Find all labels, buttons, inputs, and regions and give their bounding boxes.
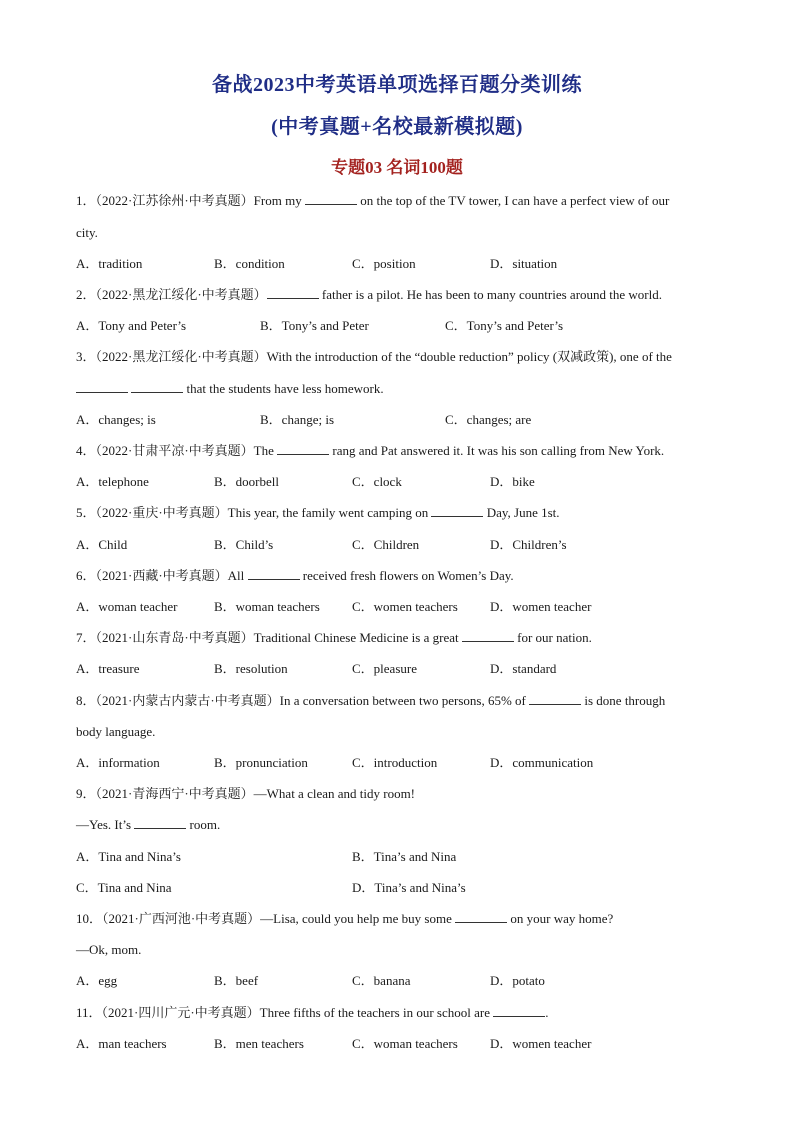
question-3-stem-cont: that the students have less homework.	[76, 381, 736, 397]
document-subtitle: (中考真题+名校最新模拟题)	[271, 116, 523, 138]
question-2-option-b: B．Tony’s and Peter	[260, 318, 369, 333]
question-11-option-c: C．woman teachers	[352, 1036, 458, 1051]
question-3-stem: 3．（2022·黑龙江绥化·中考真题）With the introduction of the “double reduction” policy (双减政策), one of the	[76, 349, 672, 364]
answer-blank	[248, 568, 300, 580]
answer-blank	[131, 381, 183, 393]
question-2-option-c: C．Tony’s and Peter’s	[445, 318, 564, 333]
answer-blank	[76, 381, 128, 393]
question-1-option-c: C．position	[352, 256, 416, 271]
question-4-option-d: D．bike	[490, 474, 535, 489]
question-1-stem-cont: city.	[76, 225, 98, 240]
document-title: 备战2023中考英语单项选择百题分类训练	[212, 74, 582, 96]
question-1-option-d: D．situation	[490, 256, 558, 271]
question-5-option-b: B．Child’s	[214, 537, 274, 552]
question-7-option-c: C．pleasure	[352, 661, 417, 676]
question-7-stem: 7．（2021·山东青岛·中考真题）Traditional Chinese Medicine is a great for our nation.	[76, 630, 592, 645]
question-4-option-a: A．telephone	[76, 474, 149, 489]
question-3-option-c: C．changes; are	[445, 412, 532, 427]
question-10-option-a: A．egg	[76, 973, 118, 988]
question-8-option-d: D．communication	[490, 755, 594, 770]
question-6-option-d: D．women teacher	[490, 599, 592, 614]
question-1-option-b: B．condition	[214, 256, 285, 271]
question-8-option-c: C．introduction	[352, 755, 438, 770]
question-9-option-d: D．Tina’s and Nina’s	[352, 880, 466, 895]
answer-blank	[431, 505, 483, 517]
question-9-option-b: B．Tina’s and Nina	[352, 849, 457, 864]
question-6-option-b: B．woman teachers	[214, 599, 320, 614]
answer-blank	[462, 630, 514, 642]
question-11-option-d: D．women teacher	[490, 1036, 592, 1051]
question-1-stem: 1．（2022·江苏徐州·中考真题）From my on the top of the TV tower, I can have a perfect view of our	[76, 193, 670, 208]
question-9-stem-cont: —Yes. It’s room.	[76, 817, 221, 832]
question-11-option-a: A．man teachers	[76, 1036, 167, 1051]
answer-blank	[493, 1005, 545, 1017]
question-9-stem: 9．（2021·青海西宁·中考真题）—What a clean and tidy room!	[76, 786, 416, 801]
question-8-stem-cont: body language.	[76, 724, 156, 739]
question-10-option-c: C．banana	[352, 973, 411, 988]
question-6-stem: 6．（2021·西藏·中考真题）All received fresh flowers on Women’s Day.	[76, 568, 514, 583]
question-11-option-b: B．men teachers	[214, 1036, 304, 1051]
answer-blank	[267, 287, 319, 299]
answer-blank	[305, 193, 357, 205]
question-4-stem: 4．（2022·甘肃平凉·中考真题）The rang and Pat answered it. It was his son calling from New York.	[76, 443, 665, 458]
question-6-option-a: A．woman teacher	[76, 599, 178, 614]
question-7-option-a: A．treasure	[76, 661, 140, 676]
question-1-option-a: A．tradition	[76, 256, 143, 271]
question-2-stem: 2．（2022·黑龙江绥化·中考真题） father is a pilot. He has been to many countries around the world.	[76, 287, 662, 302]
answer-blank	[134, 817, 186, 829]
question-8-option-b: B．pronunciation	[214, 755, 308, 770]
answer-blank	[277, 443, 329, 455]
question-11-stem: 11．（2021·四川广元·中考真题）Three fifths of the teachers in our school are .	[76, 1005, 549, 1020]
answer-blank	[529, 693, 581, 705]
question-10-stem: 10．（2021·广西河池·中考真题）—Lisa, could you help me buy some on your way home?	[76, 911, 614, 926]
question-2-option-a: A．Tony and Peter’s	[76, 318, 187, 333]
question-4-option-c: C．clock	[352, 474, 402, 489]
question-8-option-a: A．information	[76, 755, 160, 770]
question-6-option-c: C．women teachers	[352, 599, 458, 614]
question-9-option-c: C．Tina and Nina	[76, 880, 172, 895]
question-3-option-b: B．change; is	[260, 412, 335, 427]
question-5-option-c: C．Children	[352, 537, 420, 552]
question-7-option-b: B．resolution	[214, 661, 288, 676]
question-10-stem-cont: —Ok, mom.	[76, 942, 142, 957]
question-3-option-a: A．changes; is	[76, 412, 156, 427]
question-8-stem: 8．（2021·内蒙古内蒙古·中考真题）In a conversation between two persons, 65% of is done through	[76, 693, 666, 708]
question-9-option-a: A．Tina and Nina’s	[76, 849, 181, 864]
question-5-stem: 5．（2022·重庆·中考真题）This year, the family went camping on Day, June 1st.	[76, 505, 560, 520]
question-10-option-b: B．beef	[214, 973, 259, 988]
question-10-option-d: D．potato	[490, 973, 545, 988]
question-7-option-d: D．standard	[490, 661, 557, 676]
answer-blank	[455, 911, 507, 923]
question-5-option-d: D．Children’s	[490, 537, 567, 552]
question-4-option-b: B．doorbell	[214, 474, 279, 489]
question-5-option-a: A．Child	[76, 537, 128, 552]
topic-heading: 专题03 名词100题	[331, 158, 463, 177]
